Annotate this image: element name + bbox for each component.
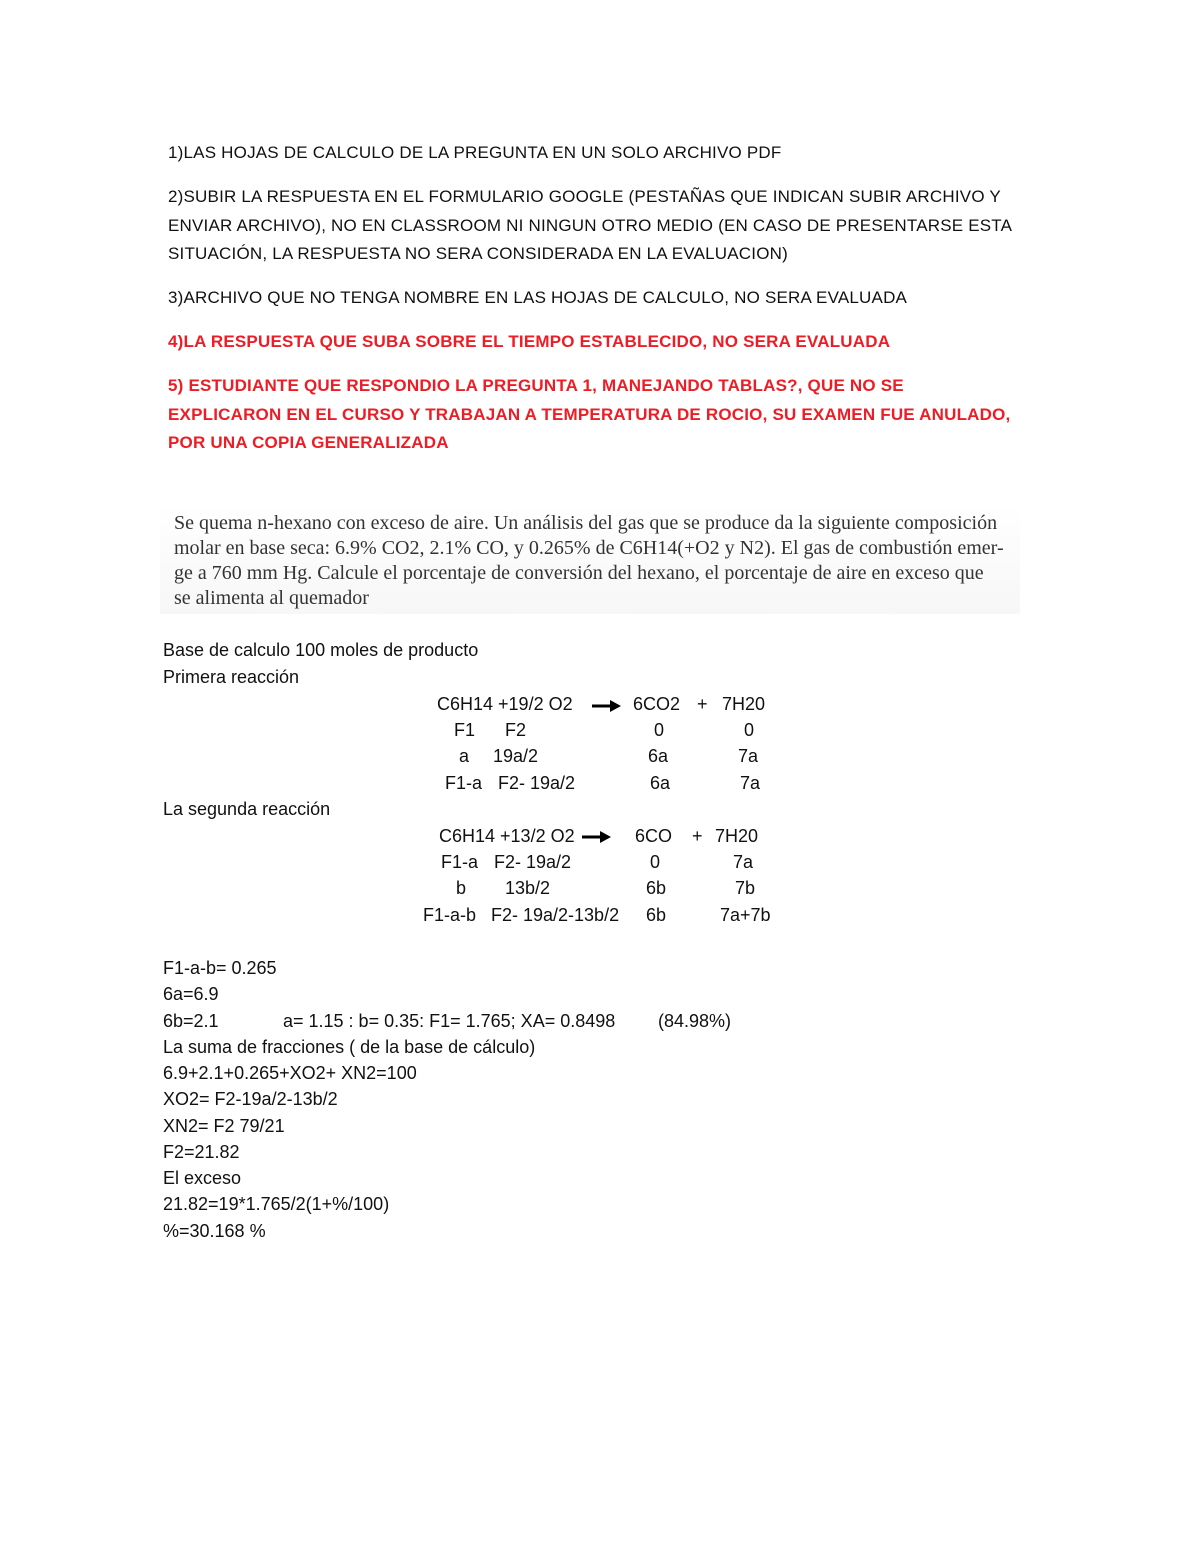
calc-line-10: 21.82=19*1.765/2(1+%/100) (163, 1194, 390, 1214)
reaction-1-plus: + (697, 694, 708, 714)
reaction-2-title: La segunda reacción (163, 799, 331, 819)
instruction-4: 4)LA RESPUESTA QUE SUBA SOBRE EL TIEMPO ESTABLECIDO, NO SERA EVALUADA (168, 332, 891, 351)
calc-line-2: 6a=6.9 (163, 984, 219, 1004)
reaction-1-title: Primera reacción (163, 667, 300, 687)
calc-line-3c: (84.98%) (658, 1011, 732, 1031)
calc-line-3a: 6b=2.1 (163, 1011, 219, 1031)
problem-line-3: ge a 760 mm Hg. Calcule el porcentaje de conversión del hexano, el porcentaje de aire en exceso que (174, 562, 984, 584)
r2-row3-col4: 7a+7b (720, 905, 771, 925)
r1-row3-col3: 6a (650, 773, 671, 793)
r2-row1-col1: F1-a (441, 852, 479, 872)
calc-line-1: F1-a-b= 0.265 (163, 958, 277, 978)
reaction-2-product-2: 7H20 (715, 826, 759, 846)
calc-line-3b: a= 1.15 : b= 0.35: F1= 1.765; XA= 0.8498 (283, 1011, 616, 1031)
calc-line-7: XN2= F2 79/21 (163, 1116, 285, 1136)
r1-row1-col2: F2 (505, 720, 527, 740)
instruction-5-line-2: EXPLICARON EN EL CURSO Y TRABAJAN A TEMPERATURA DE ROCIO, SU EXAMEN FUE ANULADO, (168, 405, 1011, 424)
instruction-2-line-3: SITUACIÓN, LA RESPUESTA NO SERA CONSIDERADA EN LA EVALUACION) (168, 244, 788, 263)
r2-row2-col2: 13b/2 (505, 878, 551, 898)
r1-row2-col1: a (459, 746, 470, 766)
calc-base: Base de calculo 100 moles de producto (163, 640, 479, 660)
r1-row1-col4: 0 (744, 720, 755, 740)
r1-row3-col1: F1-a (445, 773, 483, 793)
problem-line-1: Se quema n-hexano con exceso de aire. Un análisis del gas que se produce da la siguiente composición (174, 512, 998, 534)
r1-row1-col3: 0 (654, 720, 665, 740)
problem-statement (160, 502, 1020, 614)
r2-row3-col1: F1-a-b (423, 905, 477, 925)
r2-row1-col2: F2- 19a/2 (494, 852, 572, 872)
reaction-2-arrow-icon (580, 829, 612, 845)
r2-row2-col1: b (456, 878, 467, 898)
r2-row3-col2: F2- 19a/2-13b/2 (491, 905, 620, 925)
reaction-1-product-2: 7H20 (722, 694, 766, 714)
r2-row1-col3: 0 (650, 852, 661, 872)
r1-row2-col2: 19a/2 (493, 746, 539, 766)
reaction-1-product-1: 6CO2 (633, 694, 681, 714)
calc-line-4: La suma de fracciones ( de la base de cálculo) (163, 1037, 536, 1057)
reaction-1-arrow-icon (590, 698, 622, 714)
r1-row2-col4: 7a (738, 746, 759, 766)
r2-row1-col4: 7a (733, 852, 754, 872)
r1-row2-col3: 6a (648, 746, 669, 766)
calc-line-5: 6.9+2.1+0.265+XO2+ XN2=100 (163, 1063, 417, 1083)
r1-row3-col2: F2- 19a/2 (498, 773, 576, 793)
calc-line-8: F2=21.82 (163, 1142, 240, 1162)
calc-line-11: %=30.168 % (163, 1221, 266, 1241)
problem-line-4: se alimenta al quemador (174, 587, 369, 609)
calc-line-6: XO2= F2-19a/2-13b/2 (163, 1089, 338, 1109)
r2-row3-col3: 6b (646, 905, 667, 925)
instruction-1: 1)LAS HOJAS DE CALCULO DE LA PREGUNTA EN UN SOLO ARCHIVO PDF (168, 143, 782, 162)
r2-row2-col4: 7b (735, 878, 756, 898)
reaction-2-reactants: C6H14 +13/2 O2 (439, 826, 575, 846)
r2-row2-col3: 6b (646, 878, 667, 898)
instruction-2-line-1: 2)SUBIR LA RESPUESTA EN EL FORMULARIO GOOGLE (PESTAÑAS QUE INDICAN SUBIR ARCHIVO Y (168, 187, 1001, 206)
reaction-1-reactants: C6H14 +19/2 O2 (437, 694, 573, 714)
instruction-5-line-1: 5) ESTUDIANTE QUE RESPONDIO LA PREGUNTA 1, MANEJANDO TABLAS?, QUE NO SE (168, 376, 904, 395)
r1-row1-col1: F1 (454, 720, 476, 740)
reaction-2-plus: + (692, 826, 703, 846)
instruction-3: 3)ARCHIVO QUE NO TENGA NOMBRE EN LAS HOJAS DE CALCULO, NO SERA EVALUADA (168, 288, 908, 307)
calc-line-9: El exceso (163, 1168, 242, 1188)
instruction-5-line-3: POR UNA COPIA GENERALIZADA (168, 433, 449, 452)
r1-row3-col4: 7a (740, 773, 761, 793)
problem-line-2: molar en base seca: 6.9% CO2, 2.1% CO, y 0.265% de C6H14(+O2 y N2). El gas de combustión emer- (174, 537, 1004, 559)
instruction-2-line-2: ENVIAR ARCHIVO), NO EN CLASSROOM NI NINGUN OTRO MEDIO (EN CASO DE PRESENTARSE ESTA (168, 216, 1013, 235)
reaction-2-product-1: 6CO (635, 826, 673, 846)
